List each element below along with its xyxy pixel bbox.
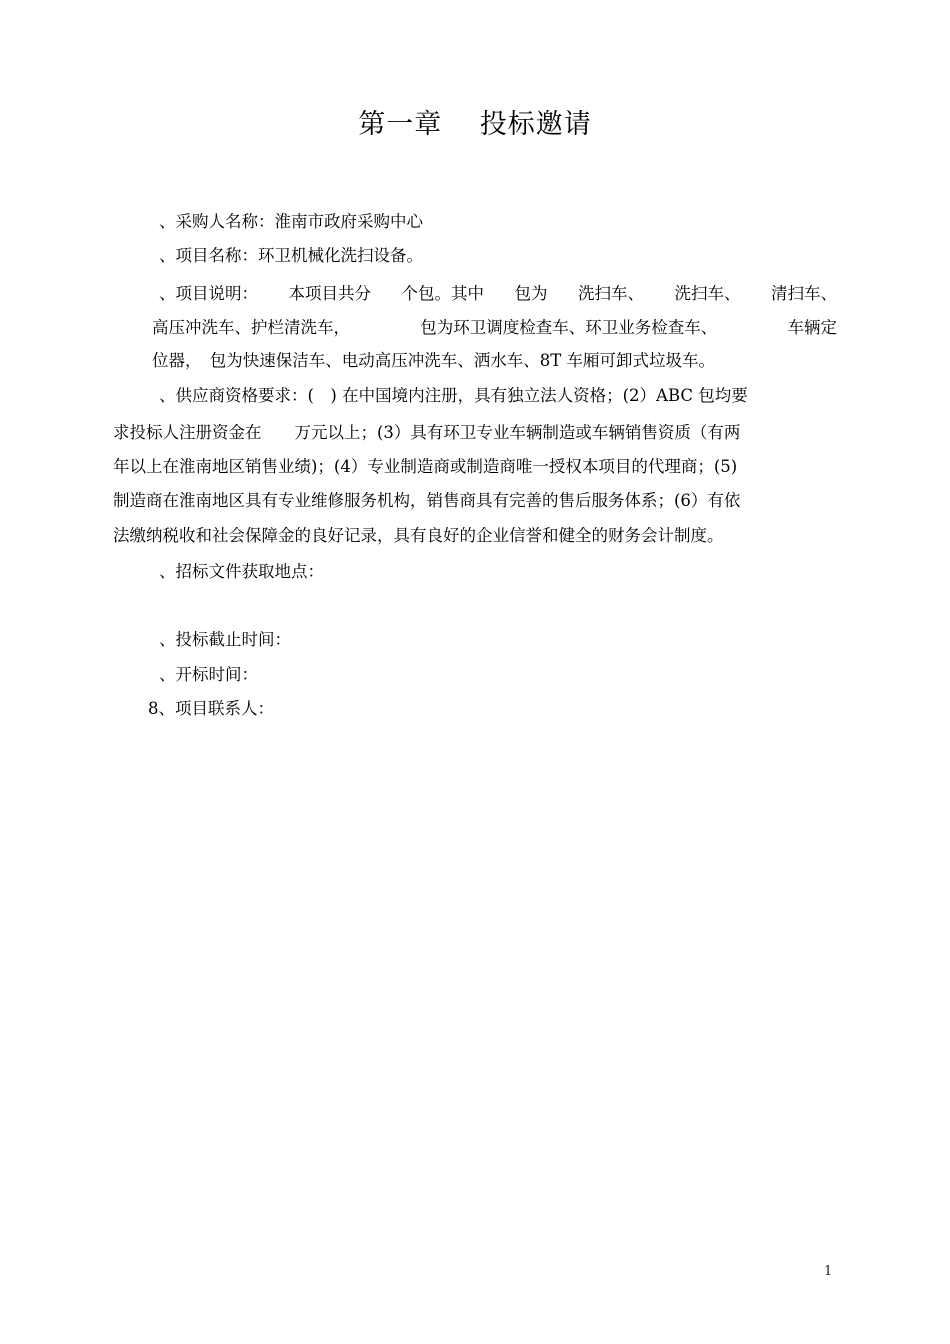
project-desc-part: 、项目说明： — [159, 284, 258, 303]
project-desc-line-2 — [152, 317, 837, 339]
doc-location-line: 、招标文件获取地点： — [159, 562, 324, 581]
contact-line: 8、项目联系人： — [148, 699, 274, 718]
qualification-line-5: 法缴纳税收和社会保障金的良好记录，具有良好的企业信誉和健全的财务会计制度。 — [113, 526, 724, 545]
deadline-line: 、投标截止时间： — [159, 630, 291, 649]
chapter-title: 第一章 投标邀请 — [358, 109, 592, 140]
project-name-line: 、项目名称：环卫机械化洗扫设备。 — [159, 246, 423, 265]
project-desc-part: 高压冲洗车、护栏清洗车， — [152, 318, 350, 337]
project-desc-line-1 — [159, 283, 837, 305]
project-desc-part: 包为 — [514, 284, 548, 303]
qualification-line-4: 制造商在淮南地区具有专业维修服务机构，销售商具有完善的售后服务体系；(6）有依 — [113, 491, 741, 510]
project-desc-part: 洗扫车、 — [674, 284, 741, 303]
qualification-line-3: 年以上在淮南地区销售业绩)；(4）专业制造商或制造商唯一授权本项目的代理商；(5) — [113, 457, 738, 476]
qualification-line-2: 求投标人注册资金在 万元以上；(3）具有环卫专业车辆制造或车辆销售资质（有两 — [113, 423, 741, 442]
project-desc-part: 包为环卫调度检查车、环卫业务检查车、 — [420, 318, 718, 337]
project-desc-line-3: 位器， 包为快速保洁车、电动高压冲洗车、洒水车、8T 车厢可卸式垃圾车。 — [152, 351, 715, 370]
project-desc-part: 清扫车、 — [771, 284, 837, 303]
page-number: 1 — [824, 1264, 833, 1279]
project-desc-part: 个包。其中 — [401, 284, 484, 303]
project-desc-part: 洗扫车、 — [578, 284, 644, 303]
project-desc-part: 车辆定 — [787, 318, 837, 337]
opening-time-line: 、开标时间： — [159, 665, 258, 684]
qualification-line-1: 、供应商资格要求：( ) 在中国境内注册，具有独立法人资格；(2）ABC 包均要 — [159, 386, 748, 405]
project-desc-part: 本项目共分 — [288, 284, 371, 303]
purchaser-line: 、采购人名称：淮南市政府采购中心 — [159, 212, 423, 231]
